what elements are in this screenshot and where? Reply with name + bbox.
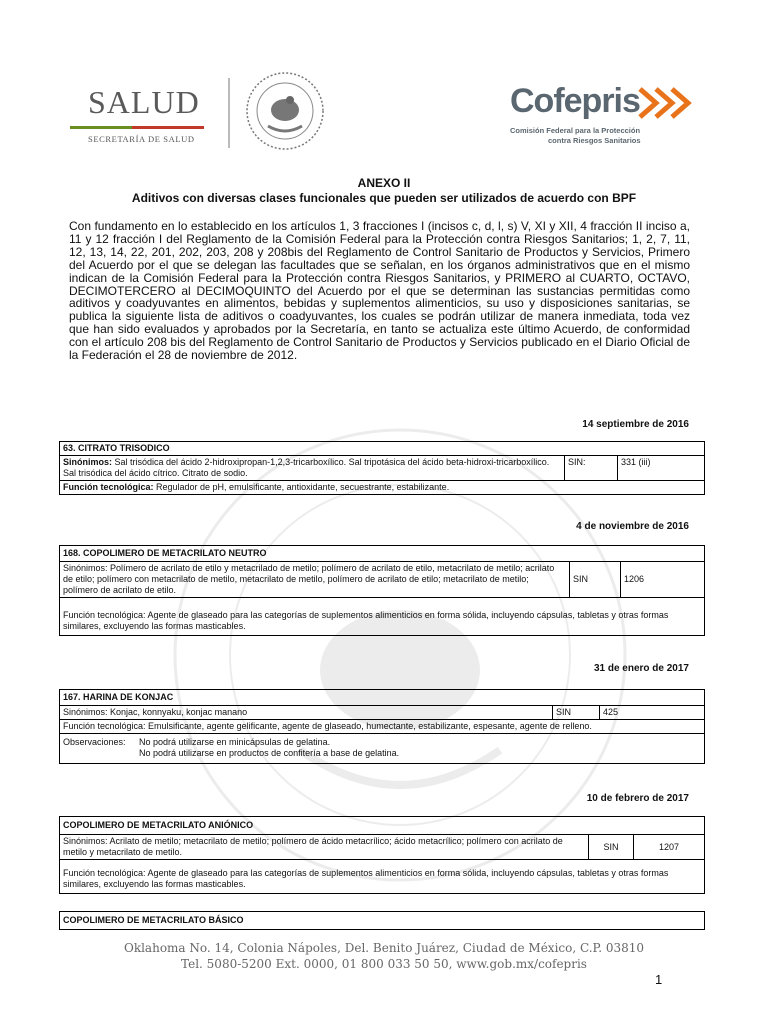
chevrons-icon — [638, 86, 698, 120]
function-cell: Función tecnológica: Agente de glaseado para las categorías de suplementos alimenticios en forma sólida, incluyendo cápsulas, tabletas y otras formas similares, excluyendo las formas masticables. — [60, 598, 705, 636]
document-subtitle: Aditivos con diversas clases funcionales que pueden ser utilizados de acuerdo con BPF — [131, 191, 637, 205]
function-cell: Función tecnológica: Agente de glaseado para las categorías de suplementos alimenticios en forma sólida, incluyendo cápsulas, tabletas y otras formas similares, excluyendo las formas masticables. — [60, 860, 705, 894]
observation-item: No podrá utilizarse en minicápsulas de gelatina. — [139, 737, 331, 747]
sin-value: 1207 — [634, 835, 705, 860]
observations-list — [139, 737, 399, 759]
additive-name: 167. HARINA DE KONJAC — [60, 690, 705, 706]
function-cell: Función tecnológica: Emulsificante, agente gelificante, agente de glaseado, humectante, estabilizante, espesante, agente de relleno. — [60, 720, 705, 734]
sin-value: 1206 — [621, 562, 705, 598]
additive-name: 168. COPOLIMERO DE METACRILATO NEUTRO — [60, 546, 705, 562]
synonyms-cell: Sinónimos: Konjac, konnyaku, konjac manano — [60, 706, 553, 720]
additive-name: 63. CITRATO TRISODICO — [60, 442, 705, 456]
additive-name: COPOLIMERO DE METACRILATO BÁSICO — [60, 912, 705, 930]
function-text: Regulador de pH, emulsificante, antioxidante, secuestrante, estabilizante. — [153, 482, 450, 492]
salud-line-green — [70, 126, 132, 129]
synonyms-cell: Sinónimos: Polímero de acrilato de etilo y metacrilado de metilo; polímero de acrilato de etilo, metacrilato de metilo; acrilato de etilo; polímero con metacrilato de metilo, metacrilato de metilo, polímero de acrilato de etilo; metacrilato de metilo; polímero de acrilato de etilo. — [60, 562, 570, 598]
function-cell — [60, 481, 705, 495]
sin-label: SIN — [589, 835, 634, 860]
observations-label: Observaciones: — [63, 737, 126, 747]
sin-label: SIN — [553, 706, 600, 720]
entry-date: 31 de enero de 2017 — [593, 663, 689, 674]
synonyms-cell — [60, 456, 565, 481]
synonyms-label: Sinónimos: — [63, 457, 112, 467]
additive-table-citrato — [59, 441, 705, 495]
document-title: ANEXO II — [357, 176, 411, 190]
sin-label: SIN: — [565, 456, 618, 481]
additive-table-konjac — [59, 689, 705, 764]
page-number: 1 — [655, 972, 663, 987]
sin-value: 331 (iii) — [618, 456, 705, 481]
additive-table-copolimero-basico — [59, 911, 705, 930]
entry-date: 14 septiembre de 2016 — [582, 419, 689, 430]
cofepris-logo — [510, 82, 700, 148]
observation-item: No podrá utilizarse en productos de confitería a base de gelatina. — [139, 748, 400, 758]
salud-wordmark: SALUD — [88, 84, 200, 120]
entry-date: 4 de noviembre de 2016 — [576, 521, 689, 532]
footer-address: Oklahoma No. 14, Colonia Nápoles, Del. Benito Juárez, Ciudad de México, C.P. 03810 — [123, 941, 644, 955]
observations-row — [63, 737, 701, 759]
synonyms-cell: Sinónimos: Acrilato de metilo; metacrilato de metilo; polímero de ácido metacrílico; ácido metacrílico; polímero con acrilato de metilo y metacrilato de metilo. — [60, 835, 589, 860]
mexico-seal-icon — [244, 70, 326, 152]
additive-name: COPOLIMERO DE METACRILATO ANIÓNICO — [60, 817, 705, 835]
observations-cell — [60, 734, 705, 764]
additive-table-copolimero-neutro — [59, 545, 705, 636]
salud-logo — [70, 78, 240, 146]
footer-contact: Tel. 5080-5200 Ext. 0000, 01 800 033 50 50, www.gob.mx/cofepris — [181, 957, 587, 971]
sin-label: SIN — [570, 562, 621, 598]
header-divider — [228, 78, 230, 148]
salud-subtitle: SECRETARÍA DE SALUD — [88, 134, 195, 144]
entry-date: 10 de febrero de 2017 — [586, 793, 689, 804]
cofepris-subtitle-1: Comisión Federal para la Protección — [510, 126, 641, 135]
sin-value: 425 — [600, 706, 705, 720]
synonyms-text: Sal trisódica del ácido 2-hidroxipropan-1,2,3-tricarboxílico. Sal tripotásica del ácido beta-hidroxi-tricarboxílico. Sal trisódica del ácido cítrico. Citrato de sodio. — [63, 457, 550, 478]
cofepris-subtitle-2: contra Riesgos Sanitarios — [548, 136, 641, 145]
intro-paragraph: Con fundamento en lo establecido en los artículos 1, 3 fracciones I (incisos c, d, l, s) V, XI y XII, 4 fracción II inciso a, 11 y 12 fracción I del Reglamento de la Comisión Federal para la Protección contra Riesgos Sanitarios; 1, 2, 7, 11, 12, 13, 14, 22, 201, 202, 203, 208 y 208bis del Reglamento de Control Sanitario de Productos y Servicios, Primero del Acuerdo por el que se delegan las facultades que se señalan, en los órganos administrativos que en el mismo indican de la Comisión Federal para la Protección contra Riesgos Sanitarios, y PRIMERO al CUARTO, OCTAVO, DECIMOTERCERO al DECIMOQUINTO del Acuerdo por el que se determinan las sustancias permitidas como aditivos y coadyuvantes en alimentos, bebidas y suplementos alimenticios, su uso y disposiciones sanitarias, se publica la siguiente lista de aditivos o coadyuvantes, los cuales se podrán utilizar de manera inmediata, toda vez que han sido evaluados y aprobados por la Secretaría, en tanto se actualiza este último Acuerdo, de conformidad con el artículo 208 bis del Reglamento de Control Sanitario de Productos y Servicios publicado en el Diario Oficial de la Federación el 28 de noviembre de 2012. — [69, 219, 691, 363]
salud-line-red — [132, 126, 204, 129]
function-label: Función tecnológica: — [63, 482, 154, 492]
cofepris-wordmark: Cofepris — [510, 82, 640, 120]
additive-table-copolimero-anionico — [59, 816, 705, 894]
